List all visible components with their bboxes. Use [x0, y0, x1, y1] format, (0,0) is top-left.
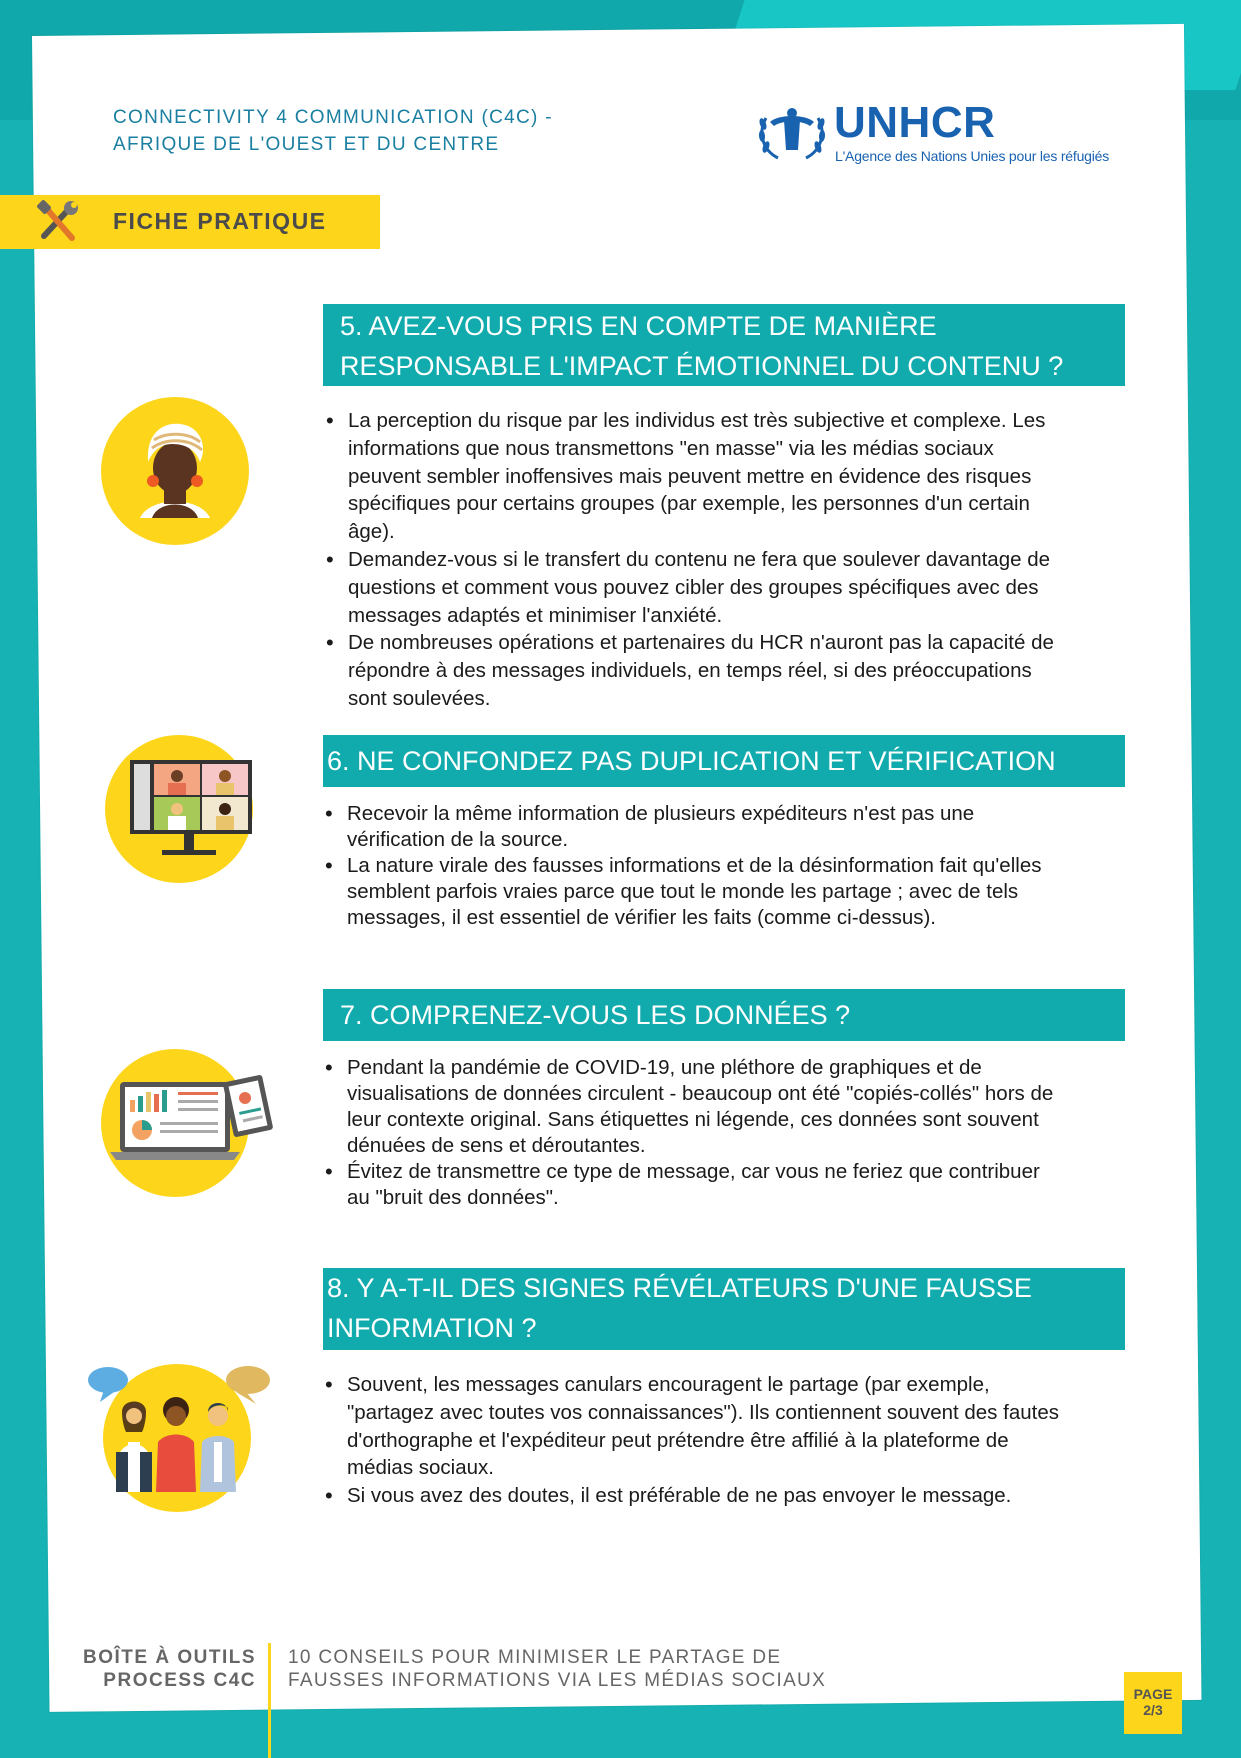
section-8-heading-line-1: 8. Y A-T-IL DES SIGNES RÉVÉLATEURS D'UNE FAUSSE	[327, 1273, 1032, 1303]
page-number-badge	[1124, 1672, 1182, 1734]
section-6-heading	[323, 735, 1125, 787]
section-8-heading-line-2: INFORMATION ?	[327, 1313, 537, 1343]
bullet-line: informations que nous transmettons "en masse" via les médias sociaux	[348, 436, 994, 460]
bullet-line: • Souvent, les messages canulars encouragent le partage (par exemple,	[347, 1373, 990, 1396]
laptop-charts-illustration	[100, 1048, 280, 1198]
unhcr-tagline: L'Agence des Nations Unies pour les réfugiés	[835, 148, 1110, 164]
footer-right-line-1: 10 CONSEILS POUR MINIMISER LE PARTAGE DE	[288, 1647, 782, 1668]
footer-left-line-2: PROCESS C4C	[103, 1670, 256, 1691]
section-5-bullet-1	[325, 407, 1135, 546]
footer-right-line-2: FAUSSES INFORMATIONS VIA LES MÉDIAS SOCIAUX	[288, 1670, 827, 1691]
bullet-line: dénuées de sens et déroutantes.	[347, 1134, 646, 1157]
section-7-heading	[323, 989, 1125, 1041]
footer-toolbox-label	[60, 1646, 256, 1692]
bullet-line: • La perception du risque par les individus est très subjective et complexe. Les	[348, 409, 1046, 432]
section-8-bullet-1	[324, 1371, 1144, 1482]
section-8-bullets	[324, 1371, 1144, 1510]
video-call-monitor-illustration	[104, 734, 254, 884]
section-5-heading-line-2: RESPONSABLE L'IMPACT ÉMOTIONNEL DU CONTENU ?	[340, 351, 1064, 381]
section-6-bullets	[324, 801, 1134, 931]
section-5-bullets	[325, 407, 1135, 713]
section-5-heading	[323, 304, 1125, 386]
bullet-line: vérification de la source.	[347, 828, 569, 851]
bullet-line: questions et comment vous pouvez cibler des groupes spécifiques avec des	[348, 575, 1039, 599]
bullet-line: "partagez avec toutes vos connaissances"). Ils contiennent souvent des fautes	[347, 1400, 1059, 1424]
section-5-bullet-2	[325, 546, 1135, 629]
section-8-heading	[323, 1268, 1125, 1350]
section-5-heading-line-1: 5. AVEZ-VOUS PRIS EN COMPTE DE MANIÈRE	[340, 311, 937, 341]
section-6-heading-line-1: 6. NE CONFONDEZ PAS DUPLICATION ET VÉRIFICATION	[327, 746, 1056, 776]
bullet-line: messages, il est essentiel de vérifier les faits (comme ci-dessus).	[347, 906, 937, 929]
footer-left-line-1: BOÎTE À OUTILS	[83, 1647, 256, 1668]
header-title-line-2: AFRIQUE DE L'OUEST ET DU CENTRE	[113, 134, 500, 155]
bullet-line: leur contexte original. Sans étiquettes ni légende, ces données sont souvent	[347, 1108, 1039, 1131]
bullet-line: spécifiques pour certains groupes (par exemple, les personnes d'un certain	[348, 492, 1030, 516]
unhcr-wordmark: UNHCR	[834, 98, 996, 147]
section-7-bullet-2	[324, 1159, 1144, 1211]
bullet-line: • Évitez de transmettre ce type de message, car vous ne feriez que contribuer	[347, 1160, 1040, 1183]
document-header-title	[113, 104, 553, 158]
unhcr-emblem-icon	[756, 104, 828, 164]
people-talking-illustration	[86, 1362, 276, 1522]
page-number: 2/3	[1143, 1702, 1163, 1718]
bullet-line: sont soulevées.	[348, 686, 491, 710]
section-7-bullet-1	[324, 1055, 1144, 1159]
bullet-line: visualisations de données circulent - beaucoup ont été "copiés-collés" hors de	[347, 1082, 1054, 1105]
header-title-line-1: CONNECTIVITY 4 COMMUNICATION (C4C) -	[113, 107, 553, 128]
bullet-line: au "bruit des données".	[347, 1186, 559, 1209]
bullet-line: répondre à des messages individuels, en temps réel, si des préoccupations	[348, 659, 1032, 683]
section-5-bullet-3	[325, 629, 1135, 712]
bullet-line: peuvent sembler inoffensives mais peuvent mettre en évidence des risques	[348, 464, 1032, 488]
bullet-line: • Demandez-vous si le transfert du contenu ne fera que soulever davantage de	[348, 547, 1050, 571]
footer-divider	[268, 1643, 271, 1758]
section-6-bullet-2	[324, 853, 1134, 931]
bullet-line: • La nature virale des fausses informations et de la désinformation fait qu'elles	[347, 854, 1042, 877]
section-7-heading-line-1: 7. COMPRENEZ-VOUS LES DONNÉES ?	[340, 1000, 851, 1030]
bullet-line: âge).	[348, 520, 395, 544]
section-7-bullets	[324, 1055, 1144, 1211]
unhcr-logo	[756, 98, 1148, 168]
fiche-pratique-banner	[0, 195, 380, 249]
bullet-line: • Pendant la pandémie de COVID-19, une pléthore de graphiques et de	[347, 1056, 982, 1079]
bullet-line: • Recevoir la même information de plusieurs expéditeurs n'est pas une	[347, 802, 975, 825]
bullet-line: d'orthographe et l'expéditeur peut prétendre être affilié à la plateforme de	[347, 1428, 1009, 1452]
section-8-bullet-2	[324, 1482, 1144, 1510]
bullet-line: semblent parfois vraies parce que tout le monde les partage ; avec de tels	[347, 880, 1019, 903]
fiche-pratique-label: FICHE PRATIQUE	[113, 208, 327, 234]
page-label: PAGE	[1133, 1686, 1173, 1702]
tools-icon	[34, 200, 82, 244]
section-6-bullet-1	[324, 801, 1134, 853]
footer-document-title	[288, 1646, 826, 1692]
bullet-line: • De nombreuses opérations et partenaires du HCR n'auront pas la capacité de	[348, 631, 1054, 655]
bullet-line: • Si vous avez des doutes, il est préférable de ne pas envoyer le message.	[347, 1484, 1012, 1508]
bullet-line: messages adaptés et minimiser l'anxiété.	[348, 603, 723, 627]
bullet-line: médias sociaux.	[347, 1456, 494, 1480]
woman-headscarf-illustration	[100, 396, 250, 546]
